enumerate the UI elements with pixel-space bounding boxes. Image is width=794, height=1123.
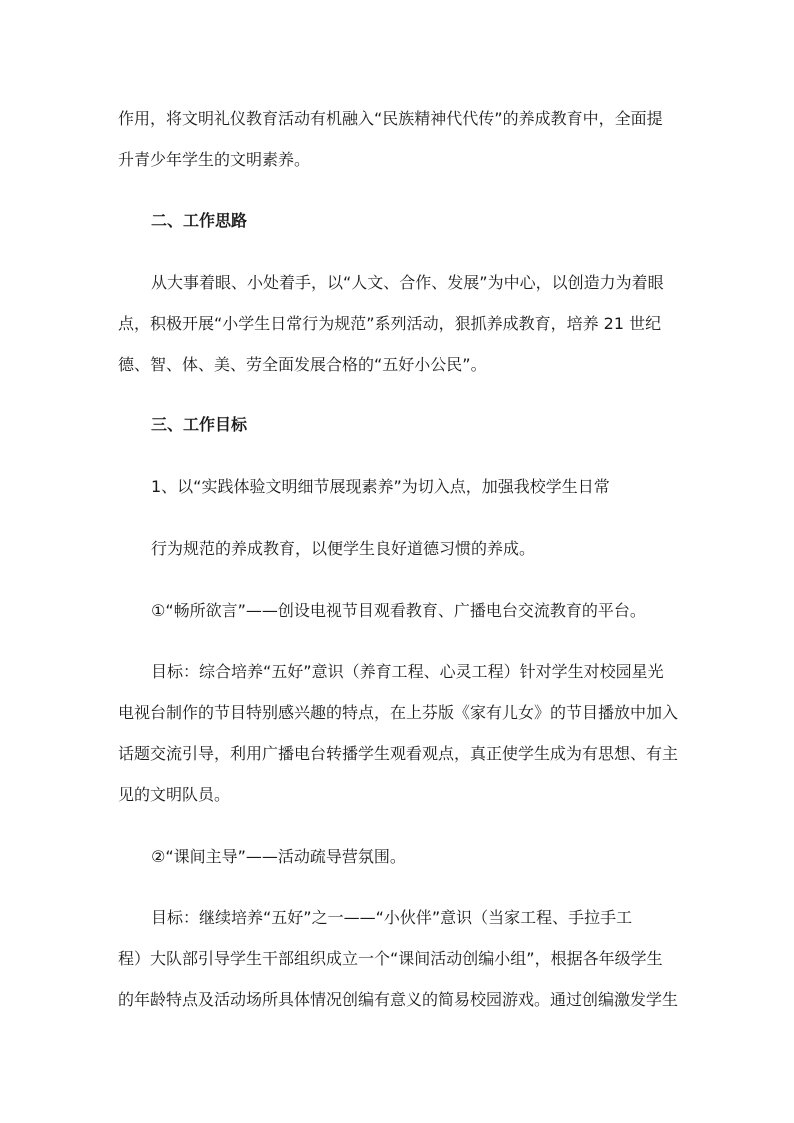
paragraph-line: ②“课间主导”——活动疏导营氛围。 xyxy=(151,847,406,866)
paragraph-line: 话题交流引导，利用广播电台转播学生观看观点，真正使学生成为有思想、有主 xyxy=(118,744,678,763)
paragraph-line: 的年龄特点及活动场所具体情况创编有意义的简易校园游戏。通过创编激发学生 xyxy=(118,990,678,1009)
paragraph-line: 德、智、体、美、劳全面发展合格的“五好小公民”。 xyxy=(118,355,487,374)
paragraph-line: 1、以“实践体验文明细节展现素养”为切入点，加强我校学生日常 xyxy=(151,477,610,496)
paragraph-line: 程）大队部引导学生干部组织成立一个“课间活动创编小组”，根据各年级学生 xyxy=(118,949,663,968)
section-heading-work-approach: 二、工作思路 xyxy=(151,211,248,230)
paragraph-line: 见的文明队员。 xyxy=(118,785,231,804)
paragraph-line: ①“畅所欲言”——创设电视节目观看教育、广播电台交流教育的平台。 xyxy=(151,601,646,620)
paragraph-line: 从大事着眼、小处着手，以“人文、合作、发展”为中心，以创造力为着眼 xyxy=(151,273,664,292)
paragraph-line: 点，积极开展“小学生日常行为规范”系列活动，狠抓养成教育，培养 21 世纪 xyxy=(118,314,662,333)
paragraph-line: 作用，将文明礼仪教育活动有机融入“民族精神代代传”的养成教育中，全面提 xyxy=(118,109,663,128)
paragraph-line: 行为规范的养成教育，以便学生良好道德习惯的养成。 xyxy=(151,539,536,558)
section-heading-work-goals: 三、工作目标 xyxy=(151,415,248,434)
paragraph-line: 目标：综合培养“五好”意识（养育工程、心灵工程）针对学生对校园星光 xyxy=(151,662,664,681)
paragraph-line: 电视台制作的节目特别感兴趣的特点，在上芬版《家有儿女》的节目播放中加入 xyxy=(118,703,678,722)
paragraph-line: 目标：继续培养“五好”之一——“小伙伴”意识（当家工程、手拉手工 xyxy=(151,908,633,927)
paragraph-line: 升青少年学生的文明素养。 xyxy=(118,150,311,169)
